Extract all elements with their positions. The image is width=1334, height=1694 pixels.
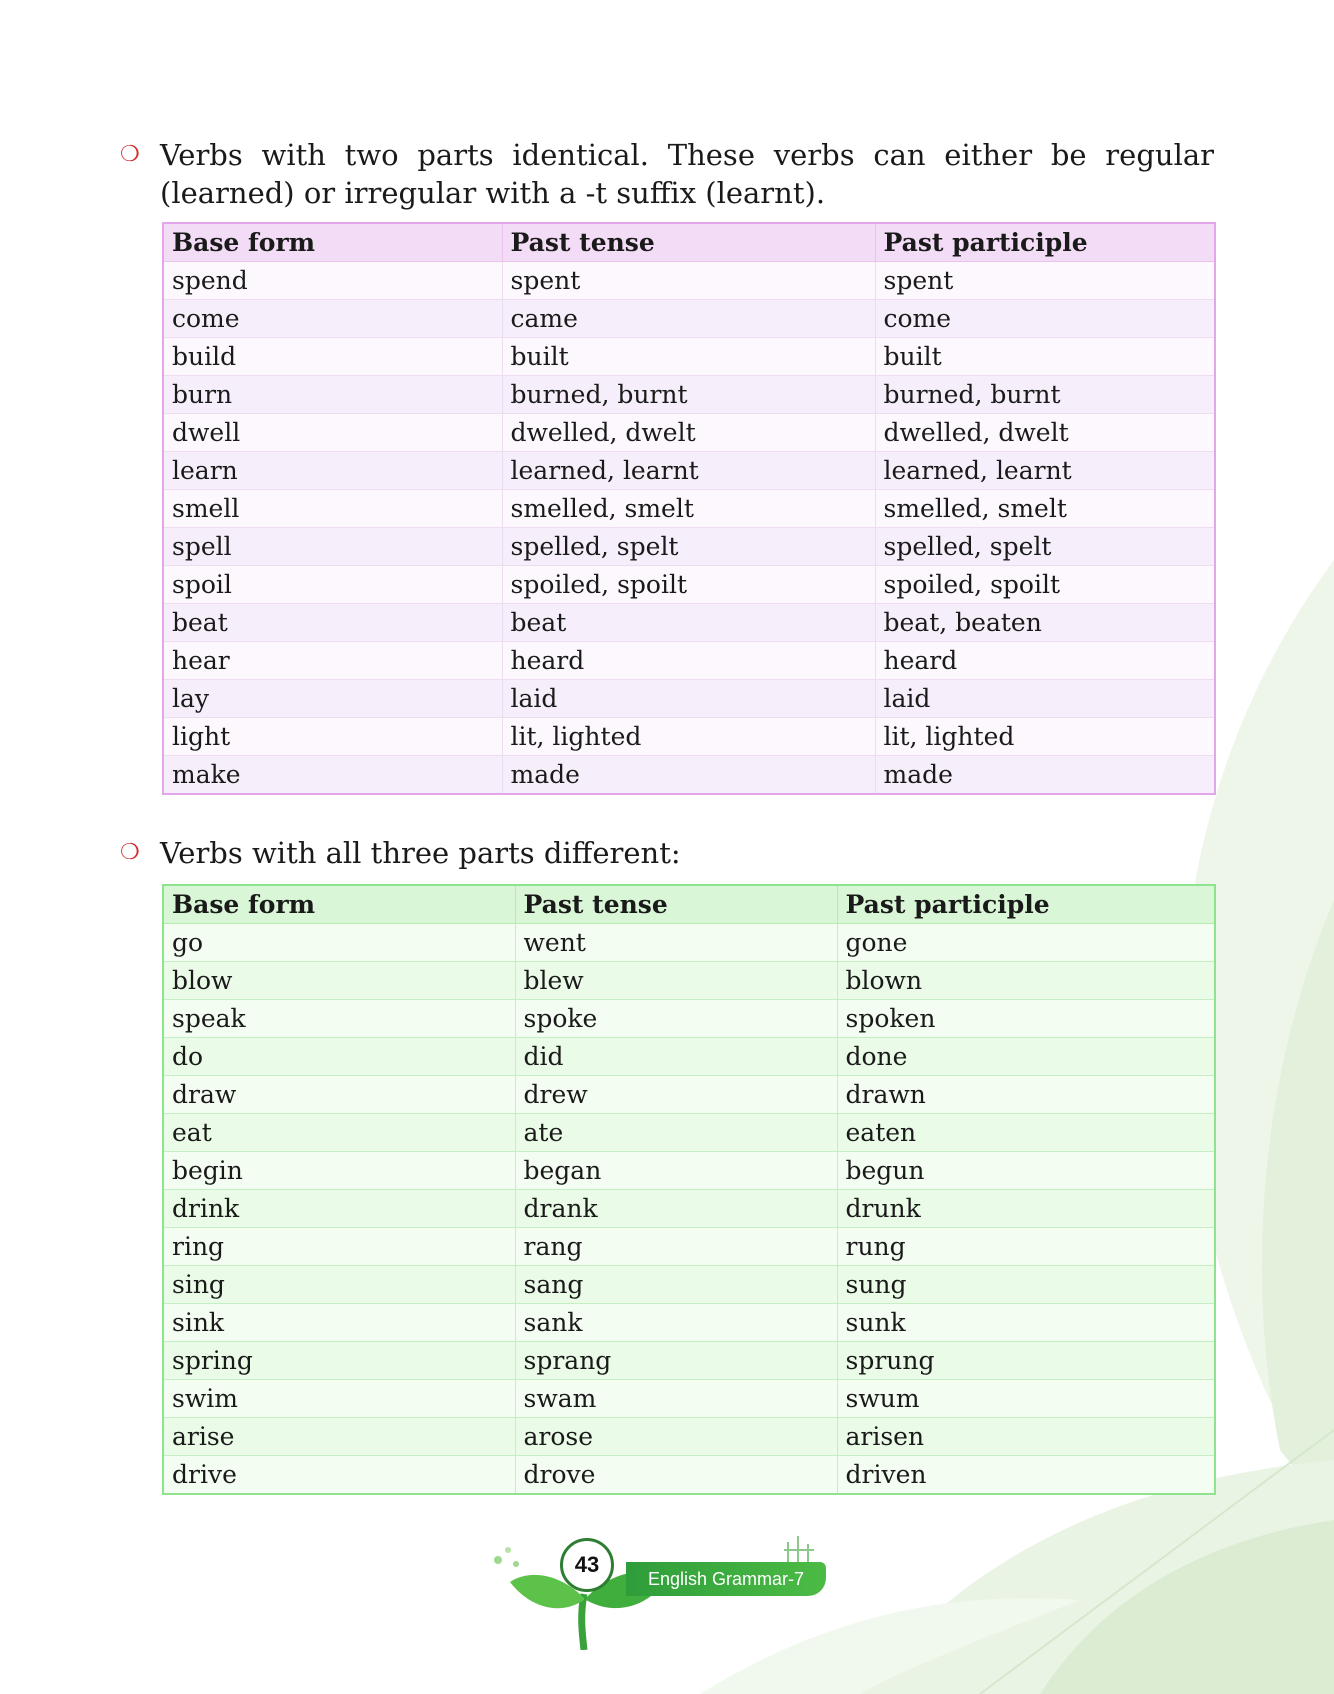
table-row bbox=[163, 452, 1215, 490]
cell-past-participle: burned, burnt bbox=[875, 376, 1215, 414]
cell-past-tense: went bbox=[515, 924, 837, 962]
table-row bbox=[163, 1190, 1215, 1228]
cell-past-participle: drawn bbox=[837, 1076, 1215, 1114]
table-row bbox=[163, 262, 1215, 300]
page-number: 43 bbox=[560, 1538, 614, 1592]
bullet-marker-icon: ❍ bbox=[120, 840, 140, 865]
cell-past-participle: laid bbox=[875, 680, 1215, 718]
cell-past-tense: sank bbox=[515, 1304, 837, 1342]
cell-base-form: come bbox=[163, 300, 502, 338]
header-past-participle: Past participle bbox=[875, 223, 1215, 262]
table-row bbox=[163, 490, 1215, 528]
cell-past-participle: lit, lighted bbox=[875, 718, 1215, 756]
cell-base-form: spend bbox=[163, 262, 502, 300]
cell-base-form: hear bbox=[163, 642, 502, 680]
cell-past-tense: burned, burnt bbox=[502, 376, 875, 414]
cell-base-form: begin bbox=[163, 1152, 515, 1190]
cell-base-form: draw bbox=[163, 1076, 515, 1114]
table-row bbox=[163, 338, 1215, 376]
table-row bbox=[163, 300, 1215, 338]
table-row bbox=[163, 566, 1215, 604]
cell-past-tense: rang bbox=[515, 1228, 837, 1266]
cell-past-participle: spelled, spelt bbox=[875, 528, 1215, 566]
table-row bbox=[163, 1114, 1215, 1152]
header-past-tense: Past tense bbox=[502, 223, 875, 262]
cell-past-participle: driven bbox=[837, 1456, 1215, 1495]
section-1-intro-text: Verbs with two parts identical. These verbs can either be regular (learned) or irregular with a -t suffix (learnt). bbox=[160, 138, 1214, 210]
table-row bbox=[163, 680, 1215, 718]
header-past-tense: Past tense bbox=[515, 885, 837, 924]
cell-past-tense: learned, learnt bbox=[502, 452, 875, 490]
cell-past-tense: spoke bbox=[515, 1000, 837, 1038]
table-row bbox=[163, 1380, 1215, 1418]
header-past-participle: Past participle bbox=[837, 885, 1215, 924]
cell-past-tense: drove bbox=[515, 1456, 837, 1495]
cell-past-participle: beat, beaten bbox=[875, 604, 1215, 642]
bullet-section-1 bbox=[120, 136, 1214, 212]
cell-base-form: do bbox=[163, 1038, 515, 1076]
cell-past-tense: came bbox=[502, 300, 875, 338]
table-row bbox=[163, 376, 1215, 414]
table-row bbox=[163, 642, 1215, 680]
cell-past-participle: eaten bbox=[837, 1114, 1215, 1152]
cell-base-form: swim bbox=[163, 1380, 515, 1418]
cell-past-tense: drank bbox=[515, 1190, 837, 1228]
cell-past-tense: spent bbox=[502, 262, 875, 300]
cell-past-tense: sang bbox=[515, 1266, 837, 1304]
table-row bbox=[163, 528, 1215, 566]
cell-base-form: drink bbox=[163, 1190, 515, 1228]
cell-base-form: sing bbox=[163, 1266, 515, 1304]
verb-table-two-identical bbox=[162, 222, 1216, 795]
cell-past-tense: heard bbox=[502, 642, 875, 680]
verb-table-all-different bbox=[162, 884, 1216, 1495]
cell-past-tense: made bbox=[502, 756, 875, 795]
cell-past-participle: heard bbox=[875, 642, 1215, 680]
cell-base-form: make bbox=[163, 756, 502, 795]
cell-base-form: beat bbox=[163, 604, 502, 642]
cell-past-tense: sprang bbox=[515, 1342, 837, 1380]
cell-past-tense: spelled, spelt bbox=[502, 528, 875, 566]
cell-past-participle: begun bbox=[837, 1152, 1215, 1190]
table-row bbox=[163, 1228, 1215, 1266]
cell-past-participle: sung bbox=[837, 1266, 1215, 1304]
cell-past-tense: laid bbox=[502, 680, 875, 718]
table-row bbox=[163, 1418, 1215, 1456]
cell-base-form: blow bbox=[163, 962, 515, 1000]
table-row bbox=[163, 1152, 1215, 1190]
cell-past-tense: arose bbox=[515, 1418, 837, 1456]
cell-base-form: lay bbox=[163, 680, 502, 718]
cell-past-participle: come bbox=[875, 300, 1215, 338]
table-row bbox=[163, 1456, 1215, 1495]
cell-base-form: drive bbox=[163, 1456, 515, 1495]
header-base-form: Base form bbox=[163, 223, 502, 262]
cell-past-participle: spoken bbox=[837, 1000, 1215, 1038]
cell-past-participle: gone bbox=[837, 924, 1215, 962]
table-row bbox=[163, 924, 1215, 962]
table-body bbox=[163, 262, 1215, 795]
cell-base-form: eat bbox=[163, 1114, 515, 1152]
cell-past-tense: beat bbox=[502, 604, 875, 642]
cell-past-tense: did bbox=[515, 1038, 837, 1076]
page-footer bbox=[488, 1520, 848, 1650]
cell-past-participle: sprung bbox=[837, 1342, 1215, 1380]
book-title-tag: English Grammar-7 bbox=[626, 1562, 826, 1596]
cell-past-tense: ate bbox=[515, 1114, 837, 1152]
cell-past-tense: swam bbox=[515, 1380, 837, 1418]
cell-past-participle: done bbox=[837, 1038, 1215, 1076]
cell-base-form: speak bbox=[163, 1000, 515, 1038]
cell-base-form: sink bbox=[163, 1304, 515, 1342]
cell-past-tense: began bbox=[515, 1152, 837, 1190]
cell-base-form: arise bbox=[163, 1418, 515, 1456]
table-row bbox=[163, 1038, 1215, 1076]
cell-past-participle: rung bbox=[837, 1228, 1215, 1266]
cell-base-form: spring bbox=[163, 1342, 515, 1380]
cell-past-tense: dwelled, dwelt bbox=[502, 414, 875, 452]
cell-past-tense: built bbox=[502, 338, 875, 376]
cell-base-form: spoil bbox=[163, 566, 502, 604]
cell-past-tense: lit, lighted bbox=[502, 718, 875, 756]
table-row bbox=[163, 962, 1215, 1000]
cell-past-participle: dwelled, dwelt bbox=[875, 414, 1215, 452]
cell-past-participle: spent bbox=[875, 262, 1215, 300]
cell-past-participle: swum bbox=[837, 1380, 1215, 1418]
cell-past-participle: arisen bbox=[837, 1418, 1215, 1456]
table-row bbox=[163, 1266, 1215, 1304]
cell-base-form: spell bbox=[163, 528, 502, 566]
cell-base-form: light bbox=[163, 718, 502, 756]
cell-past-tense: blew bbox=[515, 962, 837, 1000]
table-row bbox=[163, 604, 1215, 642]
section-2-intro-text: Verbs with all three parts different: bbox=[160, 836, 681, 870]
table-row bbox=[163, 1076, 1215, 1114]
header-base-form: Base form bbox=[163, 885, 515, 924]
table-body bbox=[163, 924, 1215, 1495]
cell-base-form: learn bbox=[163, 452, 502, 490]
cell-past-participle: sunk bbox=[837, 1304, 1215, 1342]
table-row bbox=[163, 1304, 1215, 1342]
cell-past-tense: spoiled, spoilt bbox=[502, 566, 875, 604]
cell-past-tense: drew bbox=[515, 1076, 837, 1114]
cell-base-form: smell bbox=[163, 490, 502, 528]
cell-past-participle: built bbox=[875, 338, 1215, 376]
table-row bbox=[163, 756, 1215, 795]
table-header-row bbox=[163, 885, 1215, 924]
cell-past-participle: learned, learnt bbox=[875, 452, 1215, 490]
cell-past-tense: smelled, smelt bbox=[502, 490, 875, 528]
cell-base-form: go bbox=[163, 924, 515, 962]
table-row bbox=[163, 1342, 1215, 1380]
cell-past-participle: made bbox=[875, 756, 1215, 795]
cell-past-participle: drunk bbox=[837, 1190, 1215, 1228]
cell-base-form: build bbox=[163, 338, 502, 376]
cell-base-form: dwell bbox=[163, 414, 502, 452]
cell-past-participle: blown bbox=[837, 962, 1215, 1000]
table-header-row bbox=[163, 223, 1215, 262]
bullet-section-2 bbox=[120, 834, 1214, 872]
table-row bbox=[163, 414, 1215, 452]
bullet-marker-icon: ❍ bbox=[120, 142, 140, 167]
table-row bbox=[163, 1000, 1215, 1038]
cell-base-form: burn bbox=[163, 376, 502, 414]
cell-base-form: ring bbox=[163, 1228, 515, 1266]
cell-past-participle: smelled, smelt bbox=[875, 490, 1215, 528]
cell-past-participle: spoiled, spoilt bbox=[875, 566, 1215, 604]
table-row bbox=[163, 718, 1215, 756]
